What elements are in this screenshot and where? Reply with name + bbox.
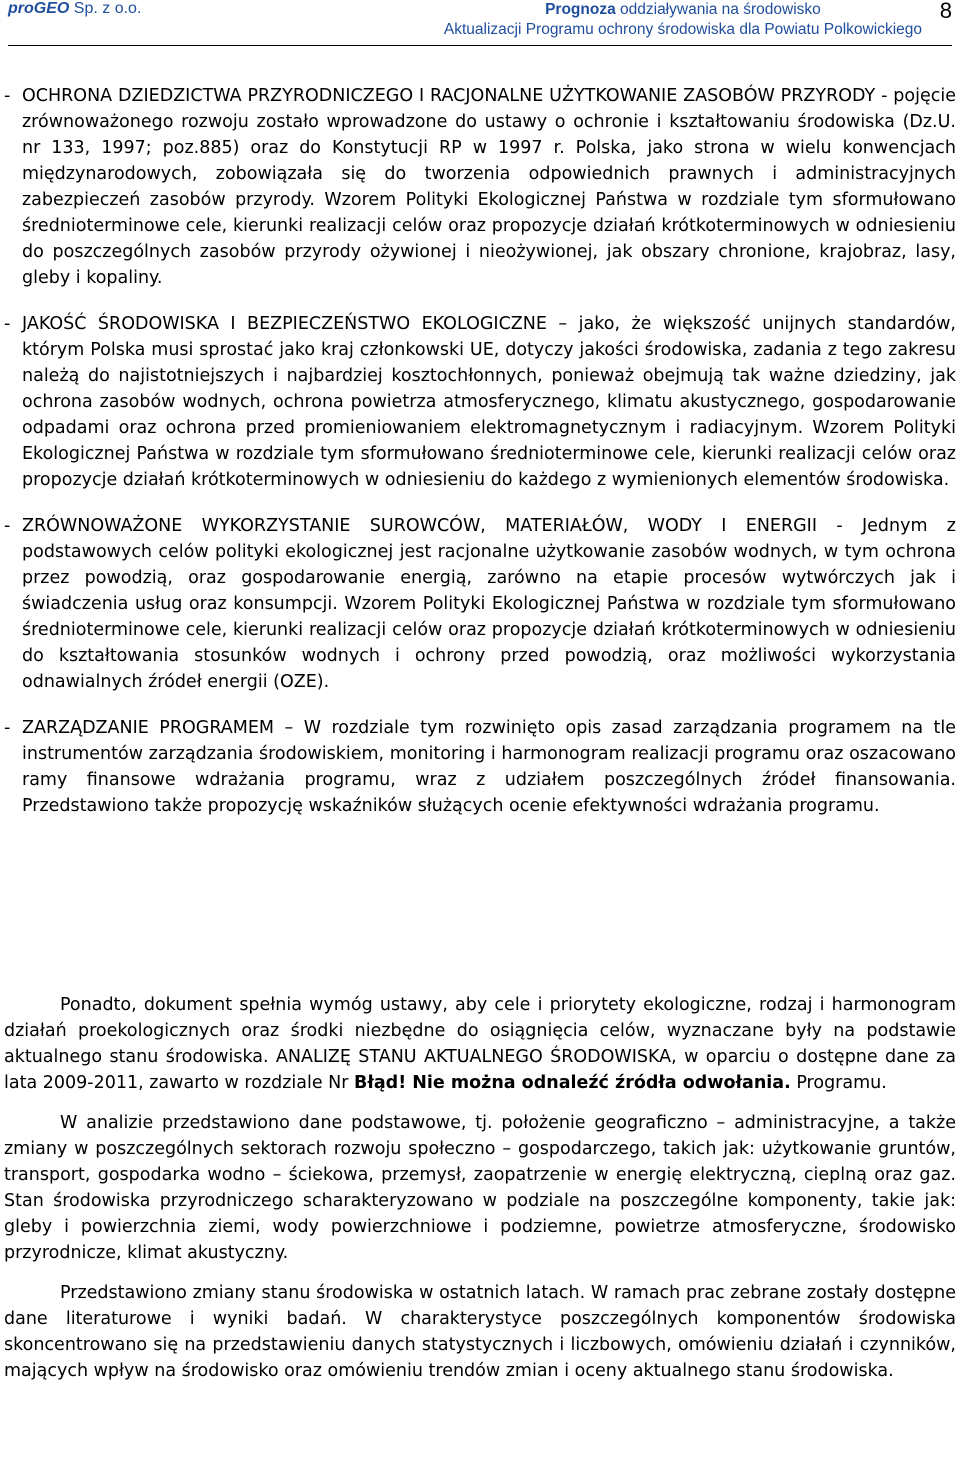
header-subtitle: Aktualizacji Programu ochrony środowiska dla Powiatu Polkowickiego xyxy=(443,21,922,38)
list-item-text: OCHRONA DZIEDZICTWA PRZYRODNICZEGO I RACJONALNE UŻYTKOWANIE ZASOBÓW PRZYRODY - pojęcie zrównoważonego rozwoju zostało wprowadzone do ustawy o ochronie i kształtowaniu środowiska (Dz.U. nr 133, 1997; poz.885) oraz do Konstytucji RP w 1997 r. Polska, jako strona w wielu konwencjach międzynarodowych, zobowiązała się do tworzenia odpowiednich prawnych i administracyjnych zabezpieczeń zasobów przyrody. Wzorem Polityki Ekologicznej Państwa w rozdziale tym sformułowano średnioterminowe cele, kierunki realizacji celów oraz propozycje działań krótkoterminowych w odniesieniu do poszczególnych zasobów przyrody ożywionej i nieożywionej, jak obszary chronione, krajobraz, lasy, gleby i kopaliny. xyxy=(22,86,956,288)
header-company-rest: Sp. z o.o. xyxy=(69,0,142,17)
paragraph: W analizie przedstawiono dane podstawowe, tj. położenie geograficzno – administracyjne, a także zmiany w poszczególnych sektorach rozwoju społeczno – gospodarczego, takich jak: użytkowanie gruntów, transport, gospodarka wodno – ściekowa, przemysł, zaopatrzenie w energię elektryczną, cieplną oraz gaz. Stan środowiska przyrodniczego scharakteryzowano w podziale na poszczególne komponenty, takie jak: gleby i powierzchnia ziemi, wody powierzchniowe i podziemne, powietrze atmosferyczne, środowisko przyrodnicze, klimat akustyczny. xyxy=(4,1113,956,1263)
page-number: 8 xyxy=(939,0,952,23)
header-title-bold: Prognoza xyxy=(545,1,616,18)
header-title-rest: oddziaływania na środowisko xyxy=(615,1,821,18)
paragraph-text: Ponadto, dokument spełnia wymóg ustawy, aby cele i priorytety ekologiczne, rodzaj i harmonogram działań proekologicznych oraz środki niezbędne do osiągnięcia celów, wyznaczane były na podstawie aktualnego stanu środowiska. ANALIZĘ STANU AKTUALNEGO ŚRODOWISKA, w oparciu o dostępne dane za lata 2009-2011, zawarto w rozdziale Nr xyxy=(4,995,956,1093)
list-item-text: JAKOŚĆ ŚRODOWISKA I BEZPIECZEŃSTWO EKOLOGICZNE – jako, że większość unijnych standardów, którym Polska musi sprostać jako kraj członkowski UE, dotyczy jakości środowiska, zadania z tego zakresu należą do najistotniejszych i najbardziej kosztochłonnych, ponieważ obejmują tak ważne dziedziny, jak ochrona zasobów wodnych, ochrona powietrza atmosferycznego, klimatu akustycznego, gospodarowanie odpadami oraz ochrona przed promieniowaniem elektromagnetycznym i radiacyjnym. Wzorem Polityki Ekologicznej Państwa w rozdziale tym sformułowano średnioterminowe cele, kierunki realizacji celów oraz propozycje działań krótkoterminowych w odniesieniu do każdego z wymienionych elementów środowiska. xyxy=(22,314,956,490)
bullet-list xyxy=(4,83,956,839)
header-company xyxy=(8,0,141,18)
paragraph: Przedstawiono zmiany stanu środowiska w ostatnich latach. W ramach prac zebrane zostały dostępne dane literaturowe i wyniki badań. W charakterystyce poszczególnych komponentów środowiska skoncentrowano się na przedstawieniu danych statystycznych i liczbowych, omówieniu działań i czynników, mających wpływ na środowisko oraz omówieniu trendów zmian i oceny aktualnego stanu środowiska. xyxy=(4,1283,956,1381)
header-company-bold: proGEO xyxy=(8,0,70,17)
list-dash: - xyxy=(4,516,11,536)
list-item xyxy=(4,311,956,493)
list-item-text: ZRÓWNOWAŻONE WYKORZYSTANIE SUROWCÓW, MATERIAŁÓW, WODY I ENERGII - Jednym z podstawowych celów polityki ekologicznej jest racjonalne użytkowanie zasobów wodnych, w tym ochrona przez powodzią, oraz gospodarowanie energią, zarówno na etapie procesów wytwórczych jak i świadczenia usług oraz konsumpcji. Wzorem Polityki Ekologicznej Państwa w rozdziale tym sformułowano średnioterminowe cele, kierunki realizacji celów oraz propozycje działań krótkoterminowych w odniesieniu do kształtowania stosunków wodnych i ochrony przed powodzią, oraz możliwości wykorzystania odnawialnych źródeł energii (OZE). xyxy=(22,516,956,692)
header-title xyxy=(444,0,922,20)
broken-reference: Błąd! Nie można odnaleźć źródła odwołania. xyxy=(354,1073,791,1093)
paragraph-text: Programu. xyxy=(790,1073,887,1093)
page-header xyxy=(8,0,952,46)
header-title-block xyxy=(444,0,922,40)
list-item xyxy=(4,715,956,819)
list-item xyxy=(4,513,956,695)
header-divider xyxy=(8,45,952,46)
list-dash: - xyxy=(4,314,11,334)
body-paragraphs xyxy=(4,992,956,1398)
paragraph xyxy=(4,992,956,1096)
list-dash: - xyxy=(4,718,11,738)
list-item-text: ZARZĄDZANIE PROGRAMEM – W rozdziale tym rozwinięto opis zasad zarządzania programem na tle instrumentów zarządzania środowiskiem, monitoring i harmonogram realizacji programu oraz oszacowano ramy finansowe wdrażania programu, wraz z udziałem poszczególnych źródeł finansowania. Przedstawiono także propozycję wskaźników służących ocenie efektywności wdrażania programu. xyxy=(22,718,956,816)
list-item xyxy=(4,83,956,291)
list-dash: - xyxy=(4,86,11,106)
